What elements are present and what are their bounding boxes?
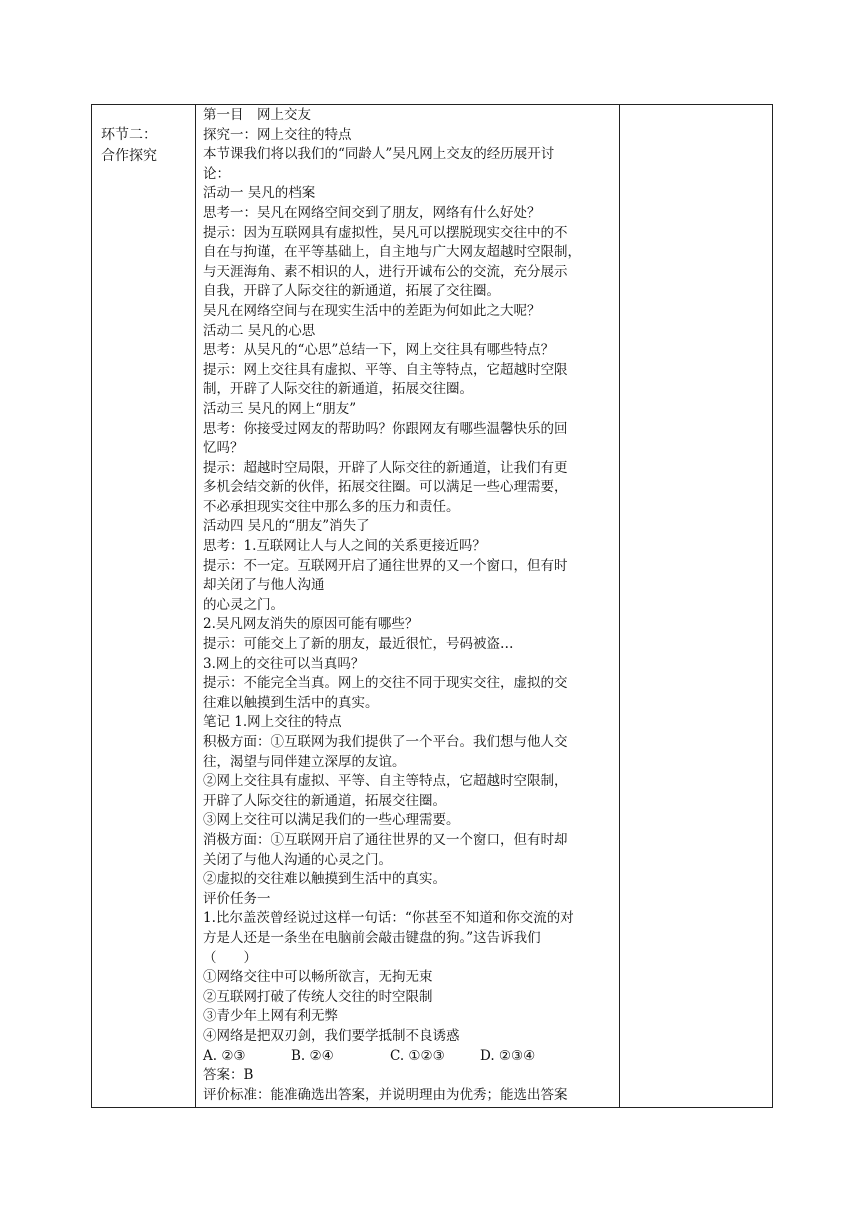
content-line: 与天涯海角、素不相识的人，进行开诚布公的交流，充分展示: [203, 263, 568, 280]
content-line: ②虚拟的交往难以触摸到生活中的真实。: [203, 871, 446, 888]
content-line: 1.比尔盖茨曾经说过这样一句话：“你甚至不知道和你交流的对: [203, 910, 574, 927]
content-line: ③网上交往可以满足我们的一些心理需要。: [203, 812, 460, 829]
answer-text: 答案：B: [203, 1067, 254, 1084]
content-line: 忆吗？: [203, 440, 244, 457]
content-line: 活动三 吴凡的网上“朋友”: [203, 400, 357, 417]
content-line: 活动四 吴凡的“朋友”消失了: [203, 518, 370, 535]
content-line: 思考一：吴凡在网络空间交到了朋友，网络有什么好处？: [203, 204, 541, 221]
content-line: 提示：可能交上了新的朋友，最近很忙，号码被盗…: [203, 636, 514, 653]
stage-cell: [92, 105, 196, 1108]
content-line: ④网络是把双刃剑，我们要学抵制不良诱惑: [203, 1027, 460, 1044]
content-line: 提示：不一定。互联网开启了通往世界的又一个窗口，但有时: [203, 557, 568, 574]
content-line: 开辟了人际交往的新通道，拓展交往圈。: [203, 792, 446, 809]
content-line: 提示：不能完全当真。网上的交往不同于现实交往，虚拟的交: [203, 675, 568, 692]
table-row: [92, 105, 773, 1108]
option-b: B. ②④: [291, 1047, 334, 1064]
lesson-table: [91, 104, 773, 1108]
content-line: 却关闭了与他人沟通: [203, 577, 325, 594]
content-line: 往难以触摸到生活中的真实。: [203, 694, 379, 711]
evaluation-criteria: 评价标准：能准确选出答案，并说明理由为优秀；能选出答案: [203, 1086, 568, 1103]
content-line: 本节课我们将以我们的“同龄人”吴凡网上交友的经历展开讨: [203, 146, 555, 163]
content-line: 自我，开辟了人际交往的新通道，拓展了交往圈。: [203, 283, 500, 300]
option-a: A. ②③: [203, 1047, 246, 1064]
content-line: 活动二 吴凡的心思: [203, 322, 316, 339]
content-cell: [196, 105, 620, 1108]
content-line: 思考：你接受过网友的帮助吗？你跟网友有哪些温馨快乐的回: [203, 420, 568, 437]
content-line: 方是人还是一条坐在电脑前会敲击键盘的狗。”这告诉我们: [203, 929, 541, 946]
content-line: 吴凡在网络空间与在现实生活中的差距为何如此之大呢？: [203, 302, 541, 319]
stage-title: 合作探究: [101, 148, 157, 164]
content-line: 活动一 吴凡的档案: [203, 185, 316, 202]
content-line: 提示：因为互联网具有虚拟性，吴凡可以摆脱现实交往中的不: [203, 224, 568, 241]
content-line: ②网上交往具有虚拟、平等、自主等特点，它超越时空限制，: [203, 773, 568, 790]
content-line: ①网络交往中可以畅所欲言，无拘无束: [203, 969, 433, 986]
content-line: 自在与拘谨，在平等基础上，自主地与广大网友超越时空限制，: [203, 244, 581, 261]
content-line: 第一目 网上交友: [203, 107, 311, 123]
option-d: D. ②③④: [480, 1047, 536, 1064]
content-line: 关闭了与他人沟通的心灵之门。: [203, 851, 392, 868]
content-line: 论：: [203, 165, 230, 182]
content-line: 消极方面：①互联网开启了通往世界的又一个窗口，但有时却: [203, 831, 568, 848]
content-line: （ ）: [203, 949, 257, 966]
content-line: 评价任务一: [203, 890, 271, 907]
content-line: 笔记 1.网上交往的特点: [203, 714, 342, 731]
content-line: ②互联网打破了传统人交往的时空限制: [203, 988, 433, 1005]
answer-options: [203, 1047, 615, 1067]
content-line: 提示：超越时空局限，开辟了人际交往的新通道，让我们有更: [203, 459, 568, 476]
content-line: 思考：1.互联网让人与人之间的关系更接近吗？: [203, 538, 486, 555]
content-line: 积极方面：①互联网为我们提供了一个平台。我们想与他人交: [203, 734, 568, 750]
content-line: 探究一：网上交往的特点: [203, 126, 352, 143]
content-line: 制，开辟了人际交往的新通道，拓展交往圈。: [203, 381, 473, 398]
content-line: 往，渴望与同伴建立深厚的友谊。: [203, 753, 406, 770]
option-c: C. ①②③: [390, 1047, 445, 1064]
content-line: 思考：从吴凡的“心思”总结一下，网上交往具有哪些特点？: [203, 342, 555, 359]
content-line: 2.吴凡网友消失的原因可能有哪些？: [203, 616, 419, 633]
content-line: 3.网上的交往可以当真吗？: [203, 655, 365, 672]
content-line: ③青少年上网有利无弊: [203, 1008, 338, 1025]
content-line: 的心灵之门。: [203, 596, 284, 613]
notes-cell: [620, 105, 773, 1108]
content-line: 不必承担现实交往中那么多的压力和责任。: [203, 498, 460, 515]
stage-label: 环节二：: [101, 127, 157, 143]
content-line: 多机会结交新的伙伴，拓展交往圈。可以满足一些心理需要，: [203, 479, 568, 496]
content-line: 提示：网上交往具有虚拟、平等、自主等特点，它超越时空限: [203, 361, 568, 378]
